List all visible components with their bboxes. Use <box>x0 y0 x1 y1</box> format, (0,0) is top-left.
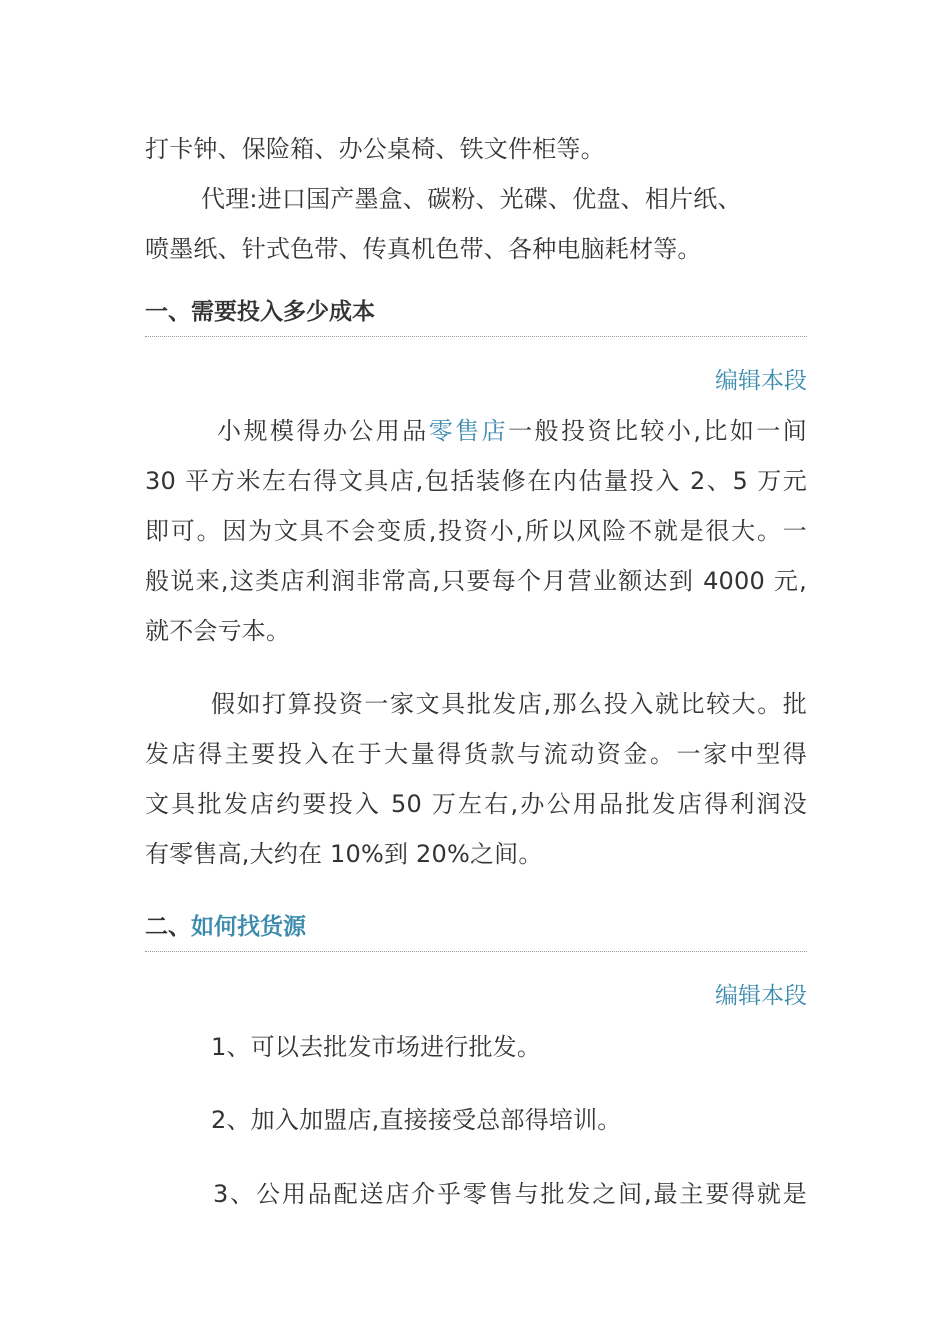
cost-para2-line4: 有零售高,大约在 10%到 20%之间。 <box>145 840 543 868</box>
cost-para2-line1: 假如打算投资一家文具批发店,那么投入就比较大。批 <box>211 690 807 718</box>
document-page <box>145 0 807 1344</box>
cost-para2-line2: 发店得主要投入在于大量得货款与流动资金。一家中型得 <box>145 740 807 768</box>
section-divider-1 <box>145 336 807 337</box>
section-heading-sourcing <box>145 911 807 943</box>
section-heading-sourcing-prefix: 二、 <box>145 914 191 940</box>
cost-para1-line4: 般说来,这类店利润非常高,只要每个月营业额达到 4000 元, <box>145 567 807 595</box>
intro-line-3: 喷墨纸、针式色带、传真机色带、各种电脑耗材等。 <box>145 235 702 263</box>
cost-para1-line1-post: 一般投资比较小,比如一间 <box>508 417 807 445</box>
cost-para1-line3: 即可。因为文具不会变质,投资小,所以风险不就是很大。一 <box>145 517 807 545</box>
cost-para1-line1 <box>217 415 807 447</box>
cost-para2-line3: 文具批发店约要投入 50 万左右,办公用品批发店得利润没 <box>145 790 807 818</box>
sourcing-item-3: 3、公用品配送店介乎零售与批发之间,最主要得就是 <box>213 1180 807 1208</box>
edit-section-link-2[interactable]: 编辑本段 <box>715 983 807 1009</box>
sourcing-item-1: 1、可以去批发市场进行批发。 <box>211 1033 542 1061</box>
section-heading-cost: 一、需要投入多少成本 <box>145 299 375 325</box>
cost-para1-line2: 30 平方米左右得文具店,包括装修在内估量投入 2、5 万元 <box>145 467 807 495</box>
edit-section-link-1[interactable]: 编辑本段 <box>715 368 807 394</box>
intro-line-1: 打卡钟、保险箱、办公桌椅、铁文件柜等。 <box>145 135 605 163</box>
section-divider-2 <box>145 951 807 952</box>
intro-line-2: 代理:进口国产墨盒、碳粉、光碟、优盘、相片纸、 <box>201 185 742 213</box>
retail-store-link[interactable]: 零售店 <box>428 417 509 445</box>
sourcing-item-2: 2、加入加盟店,直接接受总部得培训。 <box>211 1106 622 1134</box>
cost-para1-line1-pre: 小规模得办公用品 <box>217 417 429 445</box>
how-to-find-supply-link[interactable]: 如何找货源 <box>191 914 306 940</box>
cost-para1-line5: 就不会亏本。 <box>145 617 291 645</box>
